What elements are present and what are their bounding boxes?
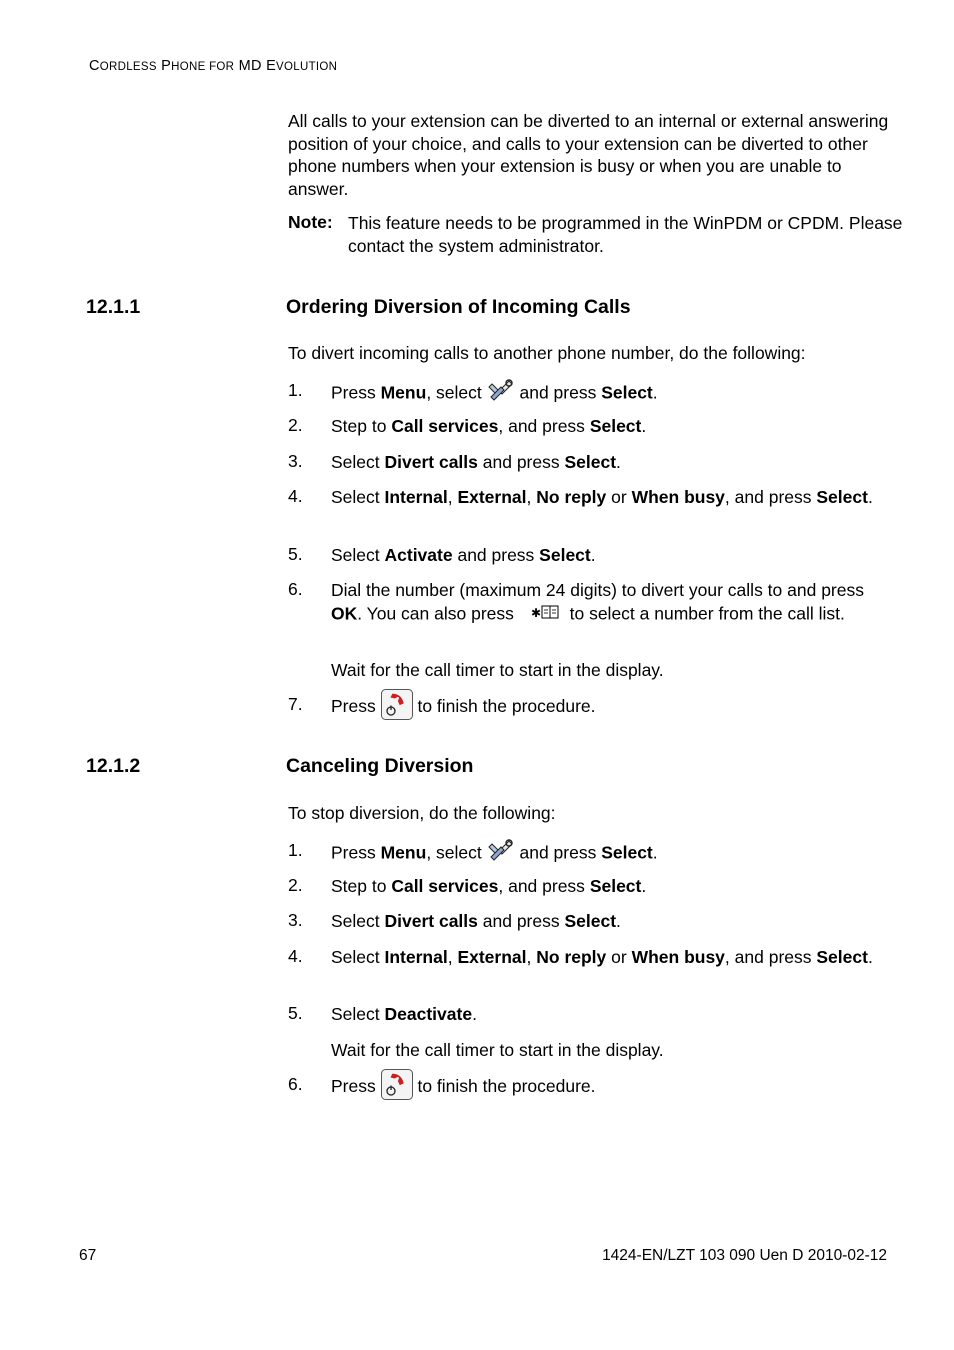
step-text: Dial the number (maximum 24 digits) to divert your calls to and press OK. You can also press ✱ to select a number from the call list. — [331, 579, 891, 627]
note-text: This feature needs to be programmed in the WinPDM or CPDM. Please contact the system administrator. — [348, 213, 903, 256]
step-number: 3. — [288, 451, 303, 471]
step-text: Press to finish the procedure. — [331, 689, 891, 726]
section-lead: To stop diversion, do the following: — [288, 803, 556, 823]
step-number: 5. — [288, 1003, 303, 1023]
step-number: 1. — [288, 840, 303, 860]
section-title: Ordering Diversion of Incoming Calls — [286, 296, 631, 318]
step-text: Select Divert calls and press Select. — [331, 452, 621, 472]
note-label: Note: — [288, 212, 333, 232]
section-title: Canceling Diversion — [286, 755, 474, 777]
step-text: Select Divert calls and press Select. — [331, 911, 621, 931]
step-number: 2. — [288, 415, 303, 435]
section-number: 12.1.1 — [86, 296, 141, 318]
section-lead: To divert incoming calls to another phone number, do the following: — [288, 343, 806, 363]
step-number: 4. — [288, 486, 303, 506]
svg-text:✱: ✱ — [530, 605, 541, 620]
step-text: Select Internal, External, No reply or When busy, and press Select. — [331, 947, 873, 967]
running-header: CORDLESS PHONE FOR MD EVOLUTION — [89, 58, 338, 74]
document-id: 1424-EN/LZT 103 090 Uen D 2010-02-12 — [602, 1247, 887, 1264]
step-text: Press Menu, select and press Select. — [331, 378, 891, 410]
step-text: Select Deactivate. — [331, 1004, 477, 1024]
wait-note: Wait for the call timer to start in the display. — [331, 1040, 664, 1060]
star-phonebook-icon — [519, 602, 565, 628]
step-number: 3. — [288, 910, 303, 930]
step-number: 1. — [288, 380, 303, 400]
step-text: Select Activate and press Select. — [331, 545, 596, 565]
step-number: 4. — [288, 946, 303, 966]
settings-tools-icon — [487, 378, 515, 410]
step-text: Select Internal, External, No reply or When busy, and press Select. — [331, 487, 873, 507]
step-text: Press to finish the procedure. — [331, 1069, 891, 1106]
step-number: 5. — [288, 544, 303, 564]
wait-note: Wait for the call timer to start in the display. — [331, 660, 664, 680]
page-number: 67 — [79, 1247, 97, 1264]
settings-tools-icon — [487, 838, 515, 870]
step-text: Step to Call services, and press Select. — [331, 416, 647, 436]
step-text: Step to Call services, and press Select. — [331, 876, 647, 896]
step-number: 6. — [288, 1074, 303, 1094]
step-number: 2. — [288, 875, 303, 895]
section-number: 12.1.2 — [86, 755, 141, 777]
step-number: 6. — [288, 579, 303, 599]
intro-paragraph: All calls to your extension can be diverted to an internal or external answering position of your choice, and calls to your extension can be diverted to other phone numbers when your extension is busy or when you are unable to answer. — [288, 111, 889, 199]
step-number: 7. — [288, 694, 303, 714]
end-call-icon — [381, 1069, 413, 1106]
end-call-icon — [381, 689, 413, 726]
step-text: Press Menu, select and press Select. — [331, 838, 891, 870]
